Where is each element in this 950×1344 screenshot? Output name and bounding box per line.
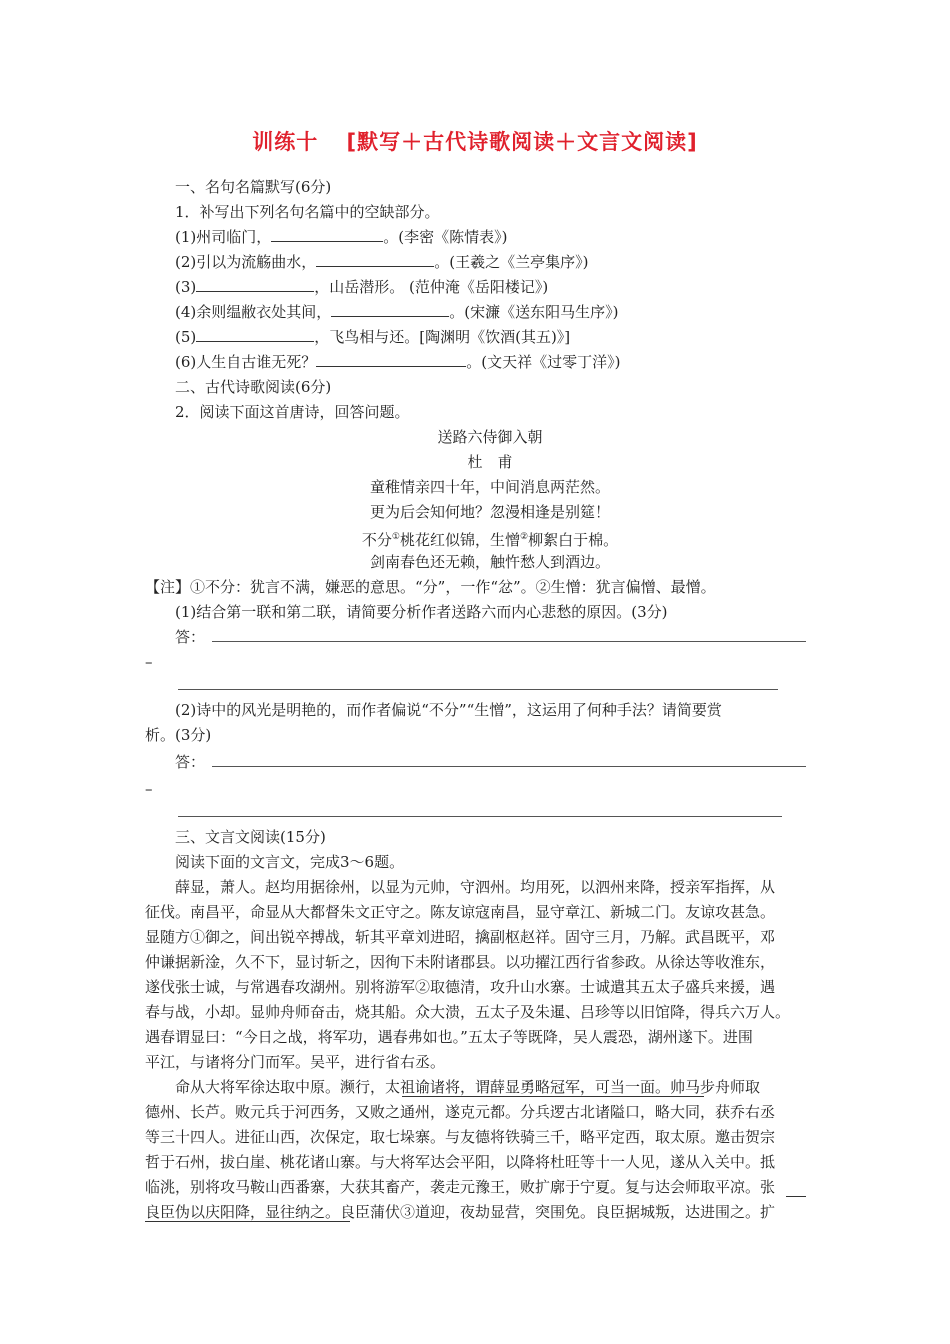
fill-blank-1[interactable] [271,226,383,242]
fill-item-1-post: 。(李密《陈情表》) [383,228,508,246]
fill-item-6 [175,351,620,373]
poem-line-1: 童稚情亲四十年，中间消息两茫然。 [369,478,610,496]
fill-blank-4[interactable] [331,301,449,317]
poem-author: 杜 甫 [467,453,513,471]
section-2-heading: 二、古代诗歌阅读(6分) [175,378,332,396]
poem-title: 送路六侍御入朝 [437,428,543,446]
fill-item-3 [175,276,548,298]
passage-p2-line-4: 哲于石州，拔白崖、桃花诸山寨。与大将军达会平阳，以降将杜旺等十一人见，遂从入关中。抵 [145,1153,776,1171]
fill-item-5 [175,326,570,348]
page-title [0,126,950,156]
answer-line-1a[interactable] [212,641,806,642]
passage-p1-line-5: 遂伐张士诚，与常遇春攻湖州。别将游军②取德清，攻升山水寨。士诚遣其五太子盛兵来援，遇 [145,978,776,996]
passage-p2-line-1: 命从大将军徐达取中原。濒行，太祖谕诸将，谓薛显勇略冠军，可当一面。帅马步舟师取 [175,1078,761,1096]
poem-line-3-part-b: 桃花红似锦，生憎 [399,531,520,549]
title-topics: [默写＋古代诗歌阅读＋文言文阅读] [346,130,698,154]
poem-line-3-part-a: 不分 [361,531,392,549]
answer-line-2b[interactable] [178,816,782,817]
passage-p1-line-7: 遇春谓显曰：“今日之战，将军功，遇春弗如也。”五太子等既降，吴人震恐，湖州遂下。进围 [145,1028,753,1046]
line-continuation-mark-2: – [145,780,153,798]
fill-item-4-pre: (4)余则缊敝衣处其间， [175,303,332,321]
fill-item-3-post: ，山岳潜形。 (范仲淹《岳阳楼记》) [314,278,549,296]
passage-p1-line-2: 征伐。南昌平，命显从大都督朱文正守之。陈友谅寇南昌，显守章江、新城二门。友谅攻甚急。 [145,903,776,921]
title-training-number: 训练十 [252,130,319,154]
sub-question-2-line-2: 析。(3分) [145,726,212,744]
fill-item-6-post: 。(文天祥《过零丁洋》) [466,353,621,371]
fill-item-2-post: 。(王羲之《兰亭集序》) [434,253,589,271]
fill-item-5-pre: (5) [175,328,197,346]
answer-line-2a[interactable] [212,766,806,767]
fill-item-1 [175,226,507,248]
sub-question-2-line-1: (2)诗中的风光是明艳的，而作者偏说“不分”“生憎”，这运用了何种手法？请简要赏 [175,701,722,719]
fill-item-6-pre: (6)人生自古谁无死？ [175,353,317,371]
passage-p1-line-6: 春与战，小却。显帅舟师奋击，烧其船。众大溃，五太子及朱暹、吕珍等以旧馆降，得兵六万人。 [145,1003,791,1021]
poem-line-4: 剑南春色还无赖，触忤愁人到酒边。 [369,553,610,571]
underline-sentence-a [402,1096,704,1097]
fill-item-4-post: 。(宋濂《送东阳马生序》) [449,303,619,321]
passage-p1-line-8: 平江，与诸将分门而军。吴平，进行省右丞。 [145,1053,446,1071]
passage-p1-line-4: 仲谦据新淦，久不下，显讨斩之，因徇下未附诸郡县。以功擢江西行省参政。从徐达等收淮东， [145,953,776,971]
fill-item-2-pre: (2)引以为流觞曲水， [175,253,317,271]
poem-line-3 [0,526,950,551]
question-2-prompt: 2．阅读下面这首唐诗，回答问题。 [175,403,410,421]
passage-p2-line-6: 良臣伪以庆阳降，显往纳之。良臣蒲伏③道迎，夜劫显营，突围免。良臣据城叛，达进围之。扩 [145,1203,776,1221]
poem-notes: 【注】①不分：犹言不满，嫌恶的意思。“分”，一作“忿”。②生憎：犹言偏憎、最憎。 [145,578,716,596]
answer-line-1b[interactable] [178,689,778,690]
fill-item-3-pre: (3) [175,278,197,296]
underline-sentence-b-end [145,1221,350,1222]
fill-item-2 [175,251,588,273]
sub-question-1: (1)结合第一联和第二联，请简要分析作者送路六而内心悲愁的原因。(3分) [175,603,668,621]
section-3-heading: 三、文言文阅读(15分) [175,828,326,846]
section-3-intro: 阅读下面的文言文，完成3～6题。 [175,853,405,871]
underline-sentence-b-start [786,1196,806,1197]
passage-p1-line-3: 显随方①御之，间出锐卒搏战，斩其平章刘进昭，擒副枢赵祥。固守三月，乃解。武昌既平，邓 [145,928,776,946]
poem-line-3-part-c: 柳絮白于棉。 [528,531,619,549]
passage-p1-line-1: 薛显，萧人。赵均用据徐州，以显为元帅，守泗州。均用死，以泗州来降，授亲军指挥，从 [175,878,776,896]
fill-item-1-pre: (1)州司临门， [175,228,272,246]
answer-label-2: 答： [175,753,206,771]
fill-blank-2[interactable] [316,251,434,267]
footnote-marker-1: ① [391,532,400,542]
poem-line-2: 更为后会知何地？忽漫相逢是别筵！ [369,503,610,521]
passage-p2-line-2: 德州、长芦。败元兵于河西务，又败之通州，遂克元都。分兵逻古北诸隘口，略大同，获乔右丞 [145,1103,776,1121]
line-continuation-mark-1: – [145,653,153,671]
fill-item-4 [175,301,618,323]
fill-item-5-post: ，飞鸟相与还。[陶渊明《饮酒(其五)》] [314,328,571,346]
section-1-heading: 一、名句名篇默写(6分) [175,178,332,196]
answer-label-1: 答： [175,628,206,646]
fill-blank-3[interactable] [196,276,314,292]
footnote-marker-2: ② [520,532,529,542]
fill-blank-5[interactable] [196,326,314,342]
passage-p2-line-3: 等三十四人。进征山西，次保定，取七垛寨。与友德将铁骑三千，略平定西，取太原。邀击贺宗 [145,1128,776,1146]
fill-blank-6[interactable] [316,351,466,367]
passage-p2-line-5: 临洮，别将攻马鞍山西番寨，大获其畜产，袭走元豫王，败扩廓于宁夏。复与达会师取平凉。张 [145,1178,776,1196]
question-1-prompt: 1．补写出下列名句名篇中的空缺部分。 [175,203,440,221]
